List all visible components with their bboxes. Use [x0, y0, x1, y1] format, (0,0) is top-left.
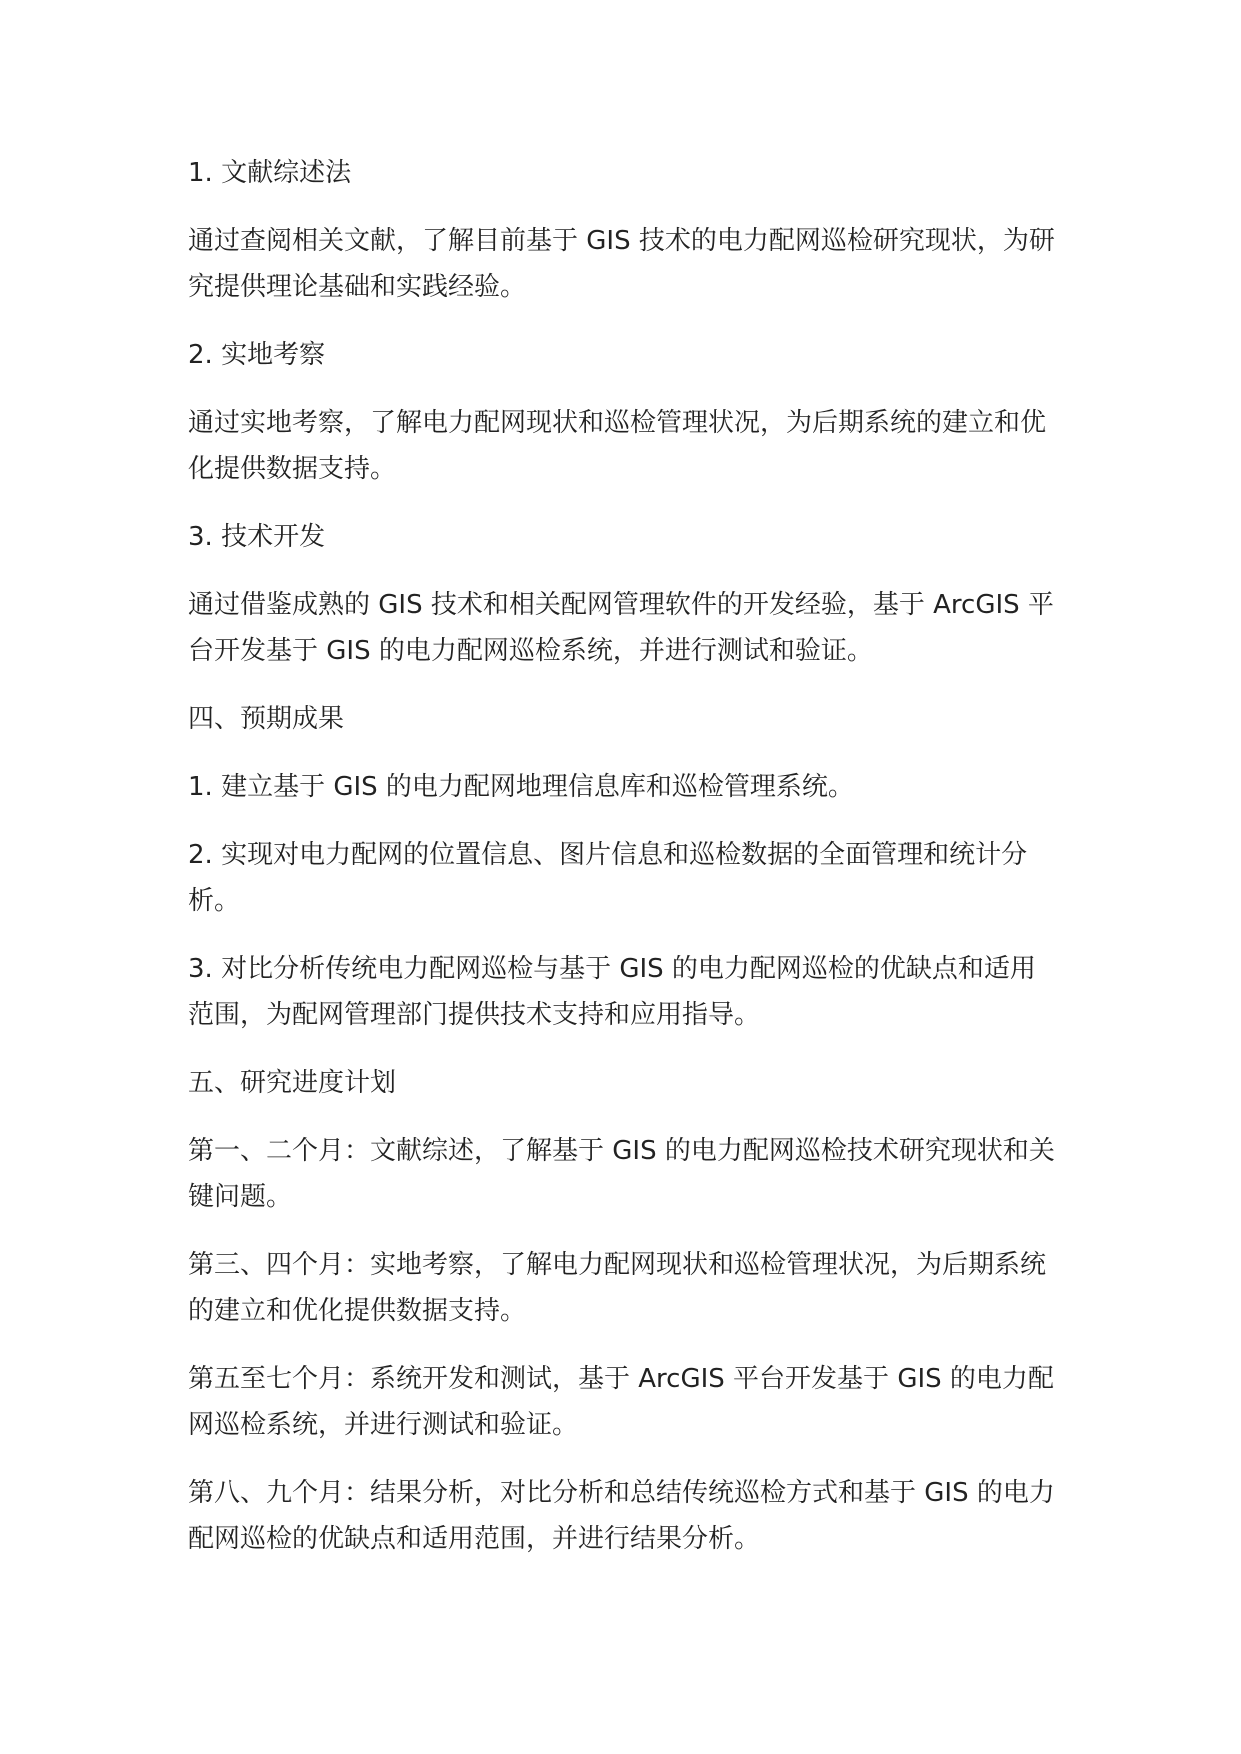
paragraph-literature-review: 通过查阅相关文献，了解目前基于 GIS 技术的电力配网巡检研究现状，为研究提供理论基础和实践经验。: [188, 226, 1055, 302]
expected-result-item-3: 3. 对比分析传统电力配网巡检与基于 GIS 的电力配网巡检的优缺点和适用范围，为配网管理部门提供技术支持和应用指导。: [188, 954, 1036, 1030]
section-heading-technical-development: 3. 技术开发: [188, 522, 326, 552]
section-heading-expected-results: 四、预期成果: [188, 704, 345, 734]
section-heading-field-investigation: 2. 实地考察: [188, 340, 326, 370]
schedule-item-months-3-4: 第三、四个月：实地考察，了解电力配网现状和巡检管理状况，为后期系统的建立和优化提供数据支持。: [188, 1250, 1047, 1326]
schedule-item-months-8-9: 第八、九个月：结果分析，对比分析和总结传统巡检方式和基于 GIS 的电力配网巡检的优缺点和适用范围，并进行结果分析。: [188, 1478, 1055, 1554]
schedule-item-months-1-2: 第一、二个月：文献综述，了解基于 GIS 的电力配网巡检技术研究现状和关键问题。: [188, 1136, 1055, 1212]
schedule-item-months-5-7: 第五至七个月：系统开发和测试，基于 ArcGIS 平台开发基于 GIS 的电力配网巡检系统，并进行测试和验证。: [188, 1364, 1054, 1440]
paragraph-field-investigation: 通过实地考察，了解电力配网现状和巡检管理状况，为后期系统的建立和优化提供数据支持。: [188, 408, 1047, 484]
expected-result-item-2: 2. 实现对电力配网的位置信息、图片信息和巡检数据的全面管理和统计分析。: [188, 840, 1028, 916]
expected-result-item-1: 1. 建立基于 GIS 的电力配网地理信息库和巡检管理系统。: [188, 772, 854, 802]
section-heading-literature-review: 1. 文献综述法: [188, 158, 352, 188]
document-body: [188, 150, 1058, 1584]
section-heading-research-schedule: 五、研究进度计划: [188, 1068, 397, 1098]
paragraph-technical-development: 通过借鉴成熟的 GIS 技术和相关配网管理软件的开发经验，基于 ArcGIS 平台开发基于 GIS 的电力配网巡检系统，并进行测试和验证。: [188, 590, 1054, 666]
